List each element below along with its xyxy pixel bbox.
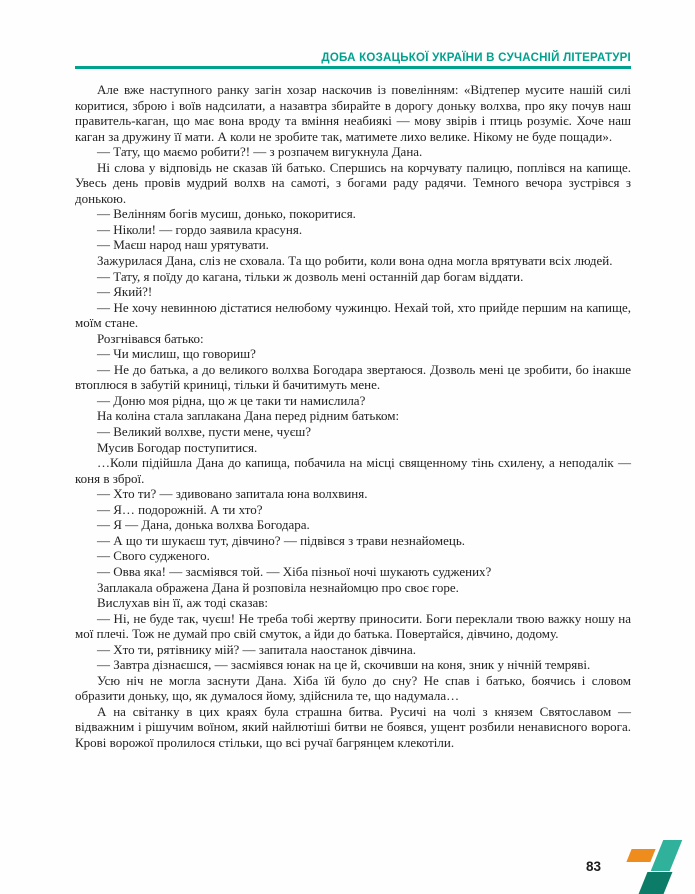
paragraph: — А що ти шукаєш тут, дівчино? — підвівся з трави незнайомець. bbox=[97, 532, 466, 548]
page-header bbox=[75, 48, 631, 66]
paragraph: А на світанку в цих краях була страшна битва. Русичі на чолі з князем Святославом — відважним і рішучим воїном, який найлютіші битви не боявся, ущент розбили ненависного ворога. Крові ворожої пролилося стільки, що всі ручаї багрянцем клекотіли. bbox=[75, 703, 631, 750]
paragraph: Розгнівався батько: bbox=[97, 330, 204, 346]
logo-teal-shape bbox=[651, 840, 683, 871]
paragraph: — Велінням богів мусиш, донько, покоритися. bbox=[97, 206, 356, 222]
paragraph: — Овва яка! — засміявся той. — Хіба пізньої ночі шукають суджених? bbox=[97, 563, 492, 579]
paragraph: — Я — Дана, донька волхва Богодара. bbox=[97, 517, 310, 533]
page-number: 83 bbox=[585, 859, 601, 874]
paragraph: — Великий волхве, пусти мене, чуєш? bbox=[97, 424, 312, 440]
paragraph: — Ні, не буде так, чуєш! Не треба тобі жертву приносити. Боги переклали твою важку ношу на мої плечі. Тож не думай про свій смуток, а йди до батька. Повертайся, дівчино, додому. bbox=[75, 610, 631, 642]
paragraph: Вислухав він її, аж тоді сказав: bbox=[97, 595, 268, 611]
paragraph: Усю ніч не могла заснути Дана. Хіба їй було до сну? Не спав і батько, боячись і словом образити доньку, що, як думалося йому, здійснила те, що надумала… bbox=[75, 672, 631, 704]
paragraph: — Тату, що маємо робити?! — з розпачем вигукнула Дана. bbox=[97, 144, 423, 160]
paragraph: Але вже наступного ранку загін хозар наскочив із повелінням: «Відтепер мусите нашій силі коритися, зброю і воїв надсилати, а назавтра збирайте в дорогу доньку волхва, про яку почув наш правитель-каган, що має вона вроду та вміння неабиякі — мову звірів і птиць розуміє. Хоче наш каган за дружину її мати. А коли не зробите так, матимете лихо велике. Нікому не буде пощади». bbox=[75, 82, 631, 144]
paragraph: Зажурилася Дана, сліз не сховала. Та що робити, коли вона одна могла врятувати всіх людей. bbox=[97, 253, 613, 269]
paragraph: Заплакала ображена Дана й розповіла незнайомцю про своє горе. bbox=[97, 579, 459, 595]
logo-orange-shape bbox=[626, 849, 655, 862]
story-text bbox=[75, 82, 631, 751]
paragraph: …Коли підійшла Дана до капища, побачила на місці священному тінь схилену, а неподалік — коня в зброї. bbox=[75, 455, 631, 486]
paragraph: — Я… подорожній. А ти хто? bbox=[97, 501, 263, 517]
paragraph: — Доню моя рідна, що ж це таки ти намислила? bbox=[97, 392, 366, 408]
paragraph: — Ніколи! — гордо заявила красуня. bbox=[97, 221, 303, 237]
paragraph: — Не хочу невинною дістатися нелюбому чужинцю. Нехай той, хто прийде першим на капище, моїм стане. bbox=[75, 299, 631, 331]
paragraph: — Тату, я поїду до кагана, тільки ж дозволь мені останній дар богам віддати. bbox=[97, 268, 524, 284]
chapter-title: ДОБА КОЗАЦЬКОЇ УКРАЇНИ В СУЧАСНІЙ ЛІТЕРАТУРІ bbox=[321, 52, 631, 64]
paragraph: Мусив Богодар поступитися. bbox=[97, 439, 258, 455]
paragraph: — Хто ти, рятівнику мій? — запитала наостанок дівчина. bbox=[97, 641, 416, 657]
paragraph: На коліна стала заплакана Дана перед рідним батьком: bbox=[97, 408, 400, 424]
paragraph: — Свого судженого. bbox=[97, 548, 210, 564]
paragraph: Ні слова у відповідь не сказав їй батько. Спершись на корчувату палицю, поплівся на капище. Увесь день провів мудрий волхв на самоті, з богами раду радячи. Темного вечора зустрівся з донькою. bbox=[75, 159, 631, 206]
logo-dark-shape bbox=[639, 872, 673, 894]
publisher-logo-icon bbox=[627, 840, 689, 894]
paragraph: — Чи мислиш, що говориш? bbox=[97, 346, 256, 362]
paragraph: — Завтра дізнаєшся, — засміявся юнак на це й, скочивши на коня, зник у нічній темряві. bbox=[97, 657, 591, 673]
paragraph: — Не до батька, а до великого волхва Богодара звертаюся. Дозволь мені це зробити, бо інакше втоплюся в забутій криниці, тільки й бачитимуть мене. bbox=[75, 361, 631, 393]
paragraph: — Який?! bbox=[97, 284, 153, 300]
header-divider bbox=[75, 66, 631, 69]
paragraph: — Хто ти? — здивовано запитала юна волхвиня. bbox=[97, 486, 368, 502]
paragraph: — Маєш народ наш урятувати. bbox=[97, 237, 269, 253]
